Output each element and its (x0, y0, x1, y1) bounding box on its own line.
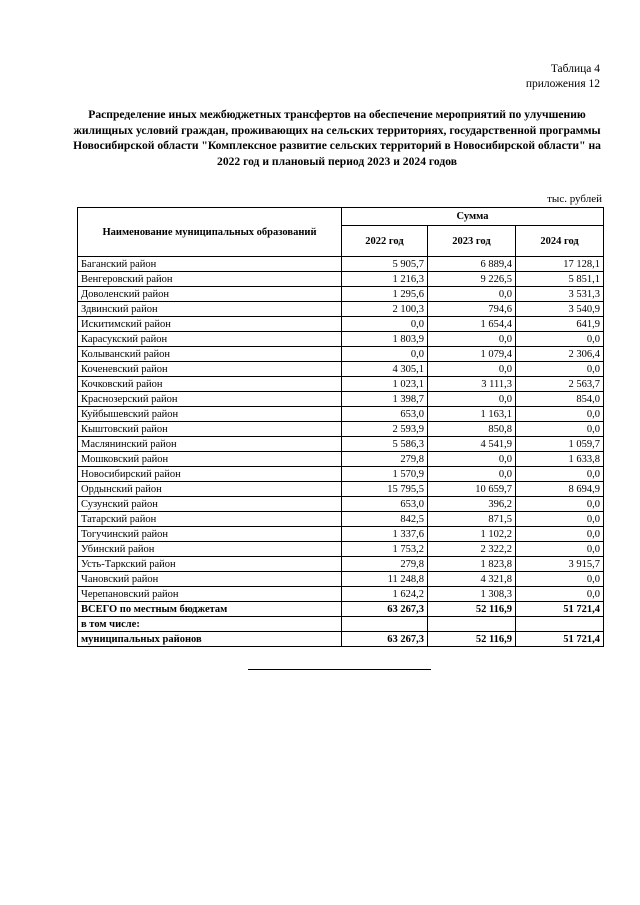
amount-2024: 0,0 (516, 572, 604, 587)
amount-2022 (342, 617, 428, 632)
amount-2024: 0,0 (516, 422, 604, 437)
amount-2022: 1 624,2 (342, 587, 428, 602)
amount-2022: 1 023,1 (342, 377, 428, 392)
amount-2022: 4 305,1 (342, 362, 428, 377)
amount-2022: 842,5 (342, 512, 428, 527)
table-row (78, 467, 604, 482)
amount-2022: 2 593,9 (342, 422, 428, 437)
table-body (78, 257, 604, 647)
municipality-name: в том числе: (78, 617, 342, 632)
amount-2024: 0,0 (516, 512, 604, 527)
amount-2023: 52 116,9 (428, 632, 516, 647)
amount-2022: 63 267,3 (342, 632, 428, 647)
amount-2023: 0,0 (428, 467, 516, 482)
municipality-name: Коченевский район (78, 362, 342, 377)
table-row (78, 527, 604, 542)
header-municipality: Наименование муниципальных образований (78, 208, 342, 257)
amount-2023: 1 823,8 (428, 557, 516, 572)
amount-2024: 641,9 (516, 317, 604, 332)
table-row (78, 377, 604, 392)
amount-2024: 854,0 (516, 392, 604, 407)
amount-2023 (428, 617, 516, 632)
municipality-name: Кыштовский район (78, 422, 342, 437)
amount-2024: 0,0 (516, 542, 604, 557)
amount-2022: 653,0 (342, 497, 428, 512)
header-year-2024: 2024 год (516, 226, 604, 257)
table-row (78, 512, 604, 527)
municipality-name: Куйбышевский район (78, 407, 342, 422)
table-row (78, 422, 604, 437)
amount-2024: 0,0 (516, 497, 604, 512)
table-row (78, 287, 604, 302)
amount-2024 (516, 617, 604, 632)
municipal-total-row (78, 632, 604, 647)
amount-2023: 4 321,8 (428, 572, 516, 587)
amount-2024: 17 128,1 (516, 257, 604, 272)
amount-2023: 1 079,4 (428, 347, 516, 362)
amount-2023: 10 659,7 (428, 482, 516, 497)
header-year-2023: 2023 год (428, 226, 516, 257)
amount-2023: 6 889,4 (428, 257, 516, 272)
amount-2022: 0,0 (342, 317, 428, 332)
appendix-reference: приложения 12 (525, 78, 600, 90)
amount-2024: 1 633,8 (516, 452, 604, 467)
amount-2023: 3 111,3 (428, 377, 516, 392)
amount-2024: 0,0 (516, 362, 604, 377)
table-row (78, 407, 604, 422)
municipality-name: Краснозерский район (78, 392, 342, 407)
table-row (78, 542, 604, 557)
amount-2023: 0,0 (428, 332, 516, 347)
municipality-name: Здвинский район (78, 302, 342, 317)
amount-2024: 0,0 (516, 587, 604, 602)
amount-2022: 1 398,7 (342, 392, 428, 407)
amount-2022: 5 905,7 (342, 257, 428, 272)
table-row (78, 392, 604, 407)
amount-2023: 1 102,2 (428, 527, 516, 542)
amount-2024: 0,0 (516, 467, 604, 482)
amount-2024: 0,0 (516, 407, 604, 422)
amount-2024: 3 531,3 (516, 287, 604, 302)
municipality-name: Карасукский район (78, 332, 342, 347)
amount-2023: 0,0 (428, 392, 516, 407)
amount-2024: 8 694,9 (516, 482, 604, 497)
table-row (78, 332, 604, 347)
amount-2022: 0,0 (342, 347, 428, 362)
amount-2023: 1 163,1 (428, 407, 516, 422)
municipality-name: Маслянинский район (78, 437, 342, 452)
amount-2023: 871,5 (428, 512, 516, 527)
table-row (78, 317, 604, 332)
total-row (78, 602, 604, 617)
amount-2022: 11 248,8 (342, 572, 428, 587)
table-row (78, 302, 604, 317)
municipality-name: Кочковский район (78, 377, 342, 392)
amount-2023: 1 654,4 (428, 317, 516, 332)
amount-2024: 51 721,4 (516, 602, 604, 617)
municipality-name: ВСЕГО по местным бюджетам (78, 602, 342, 617)
amount-2022: 1 295,6 (342, 287, 428, 302)
amount-2024: 1 059,7 (516, 437, 604, 452)
municipality-name: Баганский район (78, 257, 342, 272)
amount-2023: 0,0 (428, 287, 516, 302)
amount-2022: 1 803,9 (342, 332, 428, 347)
table-row (78, 482, 604, 497)
municipality-name: Мошковский район (78, 452, 342, 467)
amount-2022: 5 586,3 (342, 437, 428, 452)
table-row (78, 587, 604, 602)
header-sum: Сумма (342, 208, 604, 226)
table-number: Таблица 4 (550, 63, 600, 75)
table-row (78, 437, 604, 452)
amount-2023: 0,0 (428, 452, 516, 467)
table-row (78, 362, 604, 377)
amount-2024: 2 306,4 (516, 347, 604, 362)
municipality-name: Убинский район (78, 542, 342, 557)
municipality-name: Доволенский район (78, 287, 342, 302)
end-divider (248, 669, 431, 670)
table-row (78, 452, 604, 467)
municipality-name: Усть-Таркский район (78, 557, 342, 572)
amount-2022: 279,8 (342, 452, 428, 467)
including-row (78, 617, 604, 632)
document-title: Распределение иных межбюджетных трансфертов на обеспечение мероприятий по улучшению жилищных условий граждан, проживающих на сельских территориях, государственной программы Новосибирской области "Комплексное развитие сельских территорий в Новосибирской области" на 2022 год и плановый период 2023 и 2024 годов (73, 108, 601, 168)
municipality-name: Новосибирский район (78, 467, 342, 482)
municipality-name: Венгеровский район (78, 272, 342, 287)
amount-2024: 2 563,7 (516, 377, 604, 392)
units-label: тыс. рублей (547, 193, 602, 205)
table-row (78, 557, 604, 572)
amount-2023: 850,8 (428, 422, 516, 437)
municipality-name: муниципальных районов (78, 632, 342, 647)
amount-2022: 279,8 (342, 557, 428, 572)
table-row (78, 272, 604, 287)
amount-2023: 1 308,3 (428, 587, 516, 602)
amount-2024: 51 721,4 (516, 632, 604, 647)
municipality-name: Черепановский район (78, 587, 342, 602)
amount-2022: 1 337,6 (342, 527, 428, 542)
municipality-name: Ордынский район (78, 482, 342, 497)
table-row (78, 257, 604, 272)
municipality-name: Чановский район (78, 572, 342, 587)
amount-2022: 653,0 (342, 407, 428, 422)
amount-2022: 1 570,9 (342, 467, 428, 482)
table-reference (526, 62, 600, 92)
amount-2023: 9 226,5 (428, 272, 516, 287)
distribution-table (77, 207, 604, 647)
table-row (78, 572, 604, 587)
table-row (78, 497, 604, 512)
amount-2022: 1 216,3 (342, 272, 428, 287)
amount-2022: 1 753,2 (342, 542, 428, 557)
amount-2024: 5 851,1 (516, 272, 604, 287)
amount-2024: 3 540,9 (516, 302, 604, 317)
amount-2023: 4 541,9 (428, 437, 516, 452)
municipality-name: Колыванский район (78, 347, 342, 362)
amount-2024: 0,0 (516, 332, 604, 347)
municipality-name: Тогучинский район (78, 527, 342, 542)
amount-2023: 396,2 (428, 497, 516, 512)
amount-2023: 2 322,2 (428, 542, 516, 557)
amount-2024: 0,0 (516, 527, 604, 542)
table-row (78, 347, 604, 362)
municipality-name: Сузунский район (78, 497, 342, 512)
amount-2024: 3 915,7 (516, 557, 604, 572)
amount-2022: 63 267,3 (342, 602, 428, 617)
amount-2023: 52 116,9 (428, 602, 516, 617)
header-year-2022: 2022 год (342, 226, 428, 257)
municipality-name: Татарский район (78, 512, 342, 527)
municipality-name: Искитимский район (78, 317, 342, 332)
amount-2022: 2 100,3 (342, 302, 428, 317)
amount-2022: 15 795,5 (342, 482, 428, 497)
amount-2023: 0,0 (428, 362, 516, 377)
amount-2023: 794,6 (428, 302, 516, 317)
